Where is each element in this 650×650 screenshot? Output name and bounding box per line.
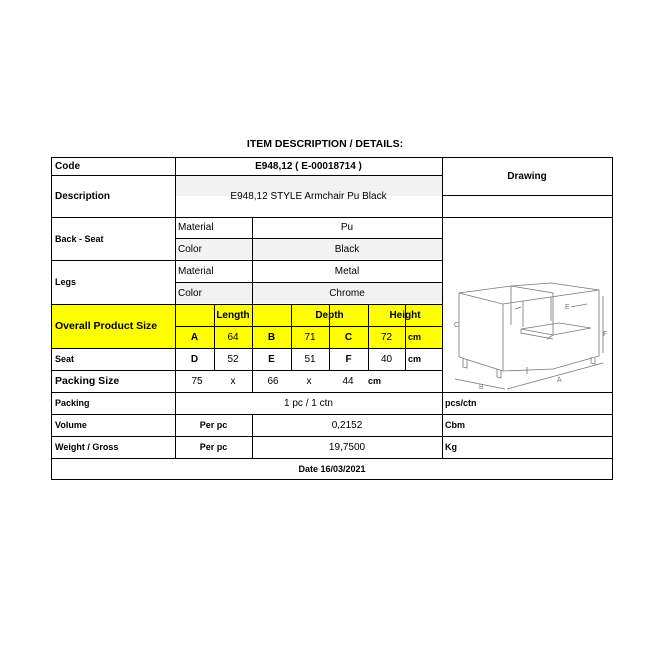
c-value: 72 <box>380 331 393 343</box>
b-value: 71 <box>304 331 316 343</box>
weight-label: Weight / Gross <box>55 442 119 452</box>
page-title: ITEM DESCRIPTION / DETAILS: <box>246 138 404 150</box>
back-material-value: Pu <box>340 222 354 233</box>
details-sheet <box>51 157 613 480</box>
packing-size-v1: 75 <box>191 375 203 387</box>
d-label: D <box>190 353 199 365</box>
a-value: 64 <box>227 331 239 343</box>
drawing-letter-a: A <box>557 377 562 384</box>
legs-color-value: Chrome <box>329 287 365 299</box>
back-seat-label: Back - Seat <box>55 233 104 244</box>
drawing-letter-e: E <box>565 304 570 311</box>
weight-value: 19,7500 <box>328 441 366 453</box>
overall-size-label: Overall Product Size <box>55 320 158 332</box>
code-label: Code <box>55 161 80 172</box>
packing-size-v3: 44 <box>342 375 354 387</box>
height-header: Height <box>389 309 421 321</box>
date-footer: Date 16/03/2021 <box>298 463 366 474</box>
volume-unit: Cbm <box>445 420 465 430</box>
d-value: 52 <box>227 353 239 365</box>
packing-value: 1 pc / 1 ctn <box>284 397 333 409</box>
volume-label: Volume <box>55 420 87 430</box>
f-value: 40 <box>380 353 393 365</box>
description-label: Description <box>55 190 111 202</box>
packing-size-v2: 66 <box>267 375 279 387</box>
seat-unit: cm <box>408 354 422 364</box>
volume-value: 0,2152 <box>331 419 363 431</box>
seat-label: Seat <box>55 354 75 364</box>
drawing-letter-f: F <box>603 331 608 338</box>
packing-size-unit: cm <box>368 376 382 386</box>
drawing-letter-b: B <box>479 384 484 391</box>
packing-size-x1: x <box>230 375 236 387</box>
back-color-label: Color <box>178 243 202 255</box>
weight-per: Per pc <box>199 442 228 452</box>
packing-label: Packing <box>55 398 90 408</box>
overall-unit: cm <box>408 332 422 342</box>
drawing-label: Drawing <box>507 171 547 182</box>
e-value: 51 <box>304 353 316 365</box>
legs-color-label: Color <box>178 287 202 299</box>
back-material-label: Material <box>178 222 214 233</box>
c-label: C <box>344 331 353 343</box>
packing-size-label: Packing Size <box>55 375 120 387</box>
legs-material-label: Material <box>178 265 214 277</box>
packing-size-x2: x <box>306 375 312 387</box>
volume-per: Per pc <box>199 420 228 430</box>
drawing-letter-c: C <box>454 322 460 329</box>
e-label: E <box>268 353 275 365</box>
armchair-drawing <box>451 271 611 391</box>
legs-label: Legs <box>55 277 77 287</box>
a-label: A <box>190 331 199 343</box>
weight-unit: Kg <box>445 442 457 452</box>
length-header: Length <box>216 309 250 321</box>
depth-header: Depth <box>315 309 344 321</box>
back-color-value: Black <box>334 243 360 255</box>
f-label: F <box>345 353 352 365</box>
description-value: E948,12 STYLE Armchair Pu Black <box>230 190 387 202</box>
legs-material-value: Metal <box>334 265 360 277</box>
code-value: E948,12 ( E-00018714 ) <box>255 161 362 172</box>
b-label: B <box>267 331 276 343</box>
packing-unit: pcs/ctn <box>445 398 477 408</box>
